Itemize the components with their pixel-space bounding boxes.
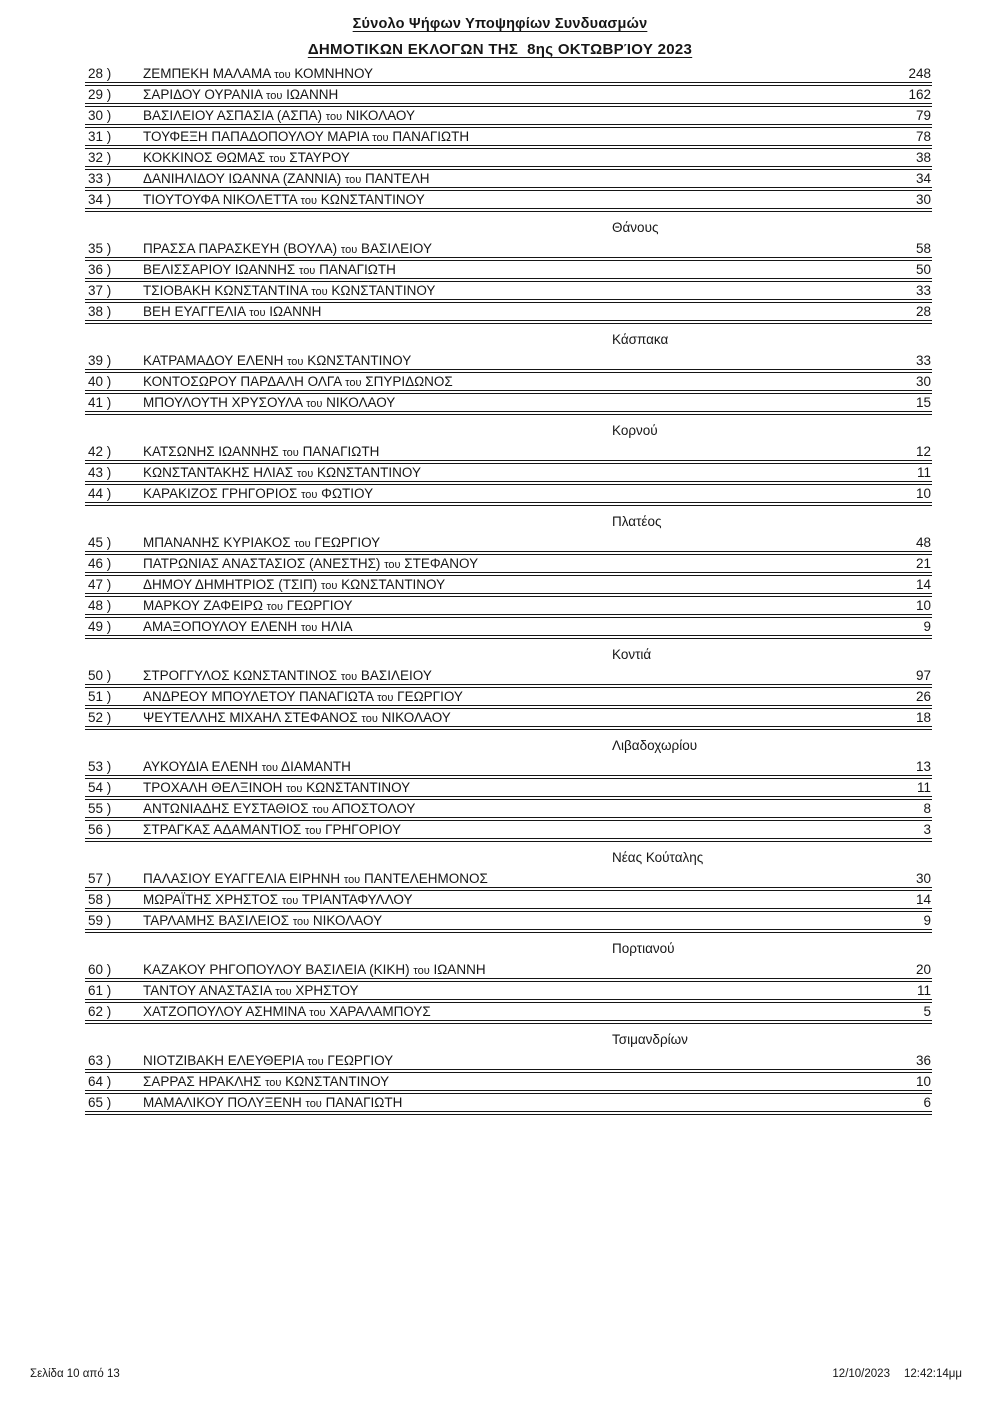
candidate-number: 37 )	[88, 283, 112, 298]
candidates-vote-table	[85, 65, 932, 1115]
candidate-row	[85, 891, 932, 912]
candidate-name: ΠΡΑΣΣΑ ΠΑΡΑΣΚΕΥΗ (ΒΟΥΛΑ) του ΒΑΣΙΛΕΙΟΥ	[143, 241, 432, 256]
candidate-name: ΝΙΟΤΖΙΒΑΚΗ ΕΛΕΥΘΕΡΙΑ του ΓΕΩΡΓΙΟΥ	[143, 1053, 394, 1068]
vote-count: 30	[915, 192, 931, 207]
district-section-header	[85, 1024, 932, 1052]
page-number-label: Σελίδα 10 από 13	[30, 1368, 120, 1380]
candidate-name: ΚΑΤΣΩΝΗΣ ΙΩΑΝΝΗΣ του ΠΑΝΑΓΙΩΤΗ	[143, 444, 380, 459]
candidate-name: ΧΑΤΖΟΠΟΥΛΟΥ ΑΣΗΜΙΝΑ του ΧΑΡΑΛΑΜΠΟΥΣ	[143, 1004, 431, 1019]
candidate-row	[85, 149, 932, 170]
vote-count: 50	[915, 262, 931, 277]
vote-count: 36	[915, 1053, 931, 1068]
candidate-name: ΜΩΡΑΪΤΗΣ ΧΡΗΣΤΟΣ του ΤΡΙΑΝΤΑΦΥΛΛΟΥ	[143, 892, 413, 907]
candidate-number: 47 )	[88, 577, 112, 592]
candidate-row	[85, 912, 932, 933]
district-name: Πορτιανού	[612, 941, 675, 956]
candidate-number: 41 )	[88, 395, 112, 410]
candidate-name: ΒΕΗ ΕΥΑΓΓΕΛΙΑ του ΙΩΑΝΝΗ	[143, 304, 322, 319]
candidate-row	[85, 485, 932, 506]
district-section-header	[85, 415, 932, 443]
district-section-header	[85, 324, 932, 352]
candidate-name: ΒΕΛΙΣΣΑΡΙΟΥ ΙΩΑΝΝΗΣ του ΠΑΝΑΓΙΩΤΗ	[143, 262, 396, 277]
candidate-row	[85, 555, 932, 576]
candidate-name: ΨΕΥΤΕΛΛΗΣ ΜΙΧΑΗΛ ΣΤΕΦΑΝΟΣ του ΝΙΚΟΛΑΟΥ	[143, 710, 451, 725]
candidate-name: ΤΡΟΧΑΛΗ ΘΕΛΞΙΝΟΗ του ΚΩΝΣΤΑΝΤΙΝΟΥ	[143, 780, 411, 795]
district-name: Λιβαδοχωρίου	[612, 738, 698, 753]
vote-count: 11	[916, 465, 931, 480]
district-section-header	[85, 506, 932, 534]
vote-count: 6	[923, 1095, 931, 1110]
district-name: Θάνους	[612, 220, 659, 235]
candidate-number: 51 )	[88, 689, 112, 704]
vote-count: 9	[923, 619, 931, 634]
candidate-row	[85, 282, 932, 303]
candidate-number: 48 )	[88, 598, 112, 613]
candidate-number: 40 )	[88, 374, 112, 389]
candidate-number: 36 )	[88, 262, 112, 277]
candidate-row	[85, 800, 932, 821]
candidate-row	[85, 534, 932, 555]
district-section-header	[85, 730, 932, 758]
candidate-name: ΒΑΣΙΛΕΙΟΥ ΑΣΠΑΣΙΑ (ΑΣΠΑ) του ΝΙΚΟΛΑΟΥ	[143, 108, 415, 123]
candidate-row	[85, 576, 932, 597]
vote-count: 18	[915, 710, 931, 725]
candidate-name: ΔΑΝΙΗΛΙΔΟΥ ΙΩΑΝΝΑ (ΖΑΝΝΙΑ) του ΠΑΝΤΕΛΗ	[143, 171, 430, 186]
candidate-name: ΚΑΤΡΑΜΑΔΟΥ ΕΛΕΝΗ του ΚΩΝΣΤΑΝΤΙΝΟΥ	[143, 353, 412, 368]
candidate-number: 49 )	[88, 619, 112, 634]
candidate-name: ΚΟΝΤΟΣΩΡΟΥ ΠΑΡΔΑΛΗ ΟΛΓΑ του ΣΠΥΡΙΔΩΝΟΣ	[143, 374, 453, 389]
candidate-name: ΤΣΙΟΒΑΚΗ ΚΩΝΣΤΑΝΤΙΝΑ του ΚΩΝΣΤΑΝΤΙΝΟΥ	[143, 283, 436, 298]
candidate-number: 54 )	[88, 780, 112, 795]
vote-count: 26	[915, 689, 931, 704]
candidate-number: 63 )	[88, 1053, 112, 1068]
candidate-name: ΚΑΡΑΚΙΖΟΣ ΓΡΗΓΟΡΙΟΣ του ΦΩΤΙΟΥ	[143, 486, 374, 501]
vote-count: 10	[915, 598, 931, 613]
candidate-number: 30 )	[88, 108, 112, 123]
candidate-row	[85, 86, 932, 107]
candidate-row	[85, 1052, 932, 1073]
candidate-row	[85, 982, 932, 1003]
candidate-row	[85, 373, 932, 394]
candidate-number: 62 )	[88, 1004, 112, 1019]
vote-count: 248	[908, 66, 931, 81]
candidate-name: ΣΑΡΙΔΟΥ ΟΥΡΑΝΙΑ του ΙΩΑΝΝΗ	[143, 87, 339, 102]
candidate-name: ΑΝΔΡΕΟΥ ΜΠΟΥΛΕΤΟΥ ΠΑΝΑΓΙΩΤΑ του ΓΕΩΡΓΙΟΥ	[143, 689, 463, 704]
district-name: Κοντιά	[612, 647, 652, 662]
vote-count: 58	[915, 241, 931, 256]
candidate-row	[85, 688, 932, 709]
vote-count: 13	[915, 759, 931, 774]
candidate-row	[85, 191, 932, 212]
candidate-name: ΣΤΡΑΓΚΑΣ ΑΔΑΜΑΝΤΙΟΣ του ΓΡΗΓΟΡΙΟΥ	[143, 822, 402, 837]
candidate-name: ΜΑΜΑΛΙΚΟΥ ΠΟΛΥΞΕΝΗ του ΠΑΝΑΓΙΩΤΗ	[143, 1095, 403, 1110]
vote-count: 12	[915, 444, 931, 459]
district-section-header	[85, 933, 932, 961]
candidate-name: ΑΝΤΩΝΙΑΔΗΣ ΕΥΣΤΑΘΙΟΣ του ΑΠΟΣΤΟΛΟΥ	[143, 801, 416, 816]
vote-count: 11	[916, 780, 931, 795]
candidate-row	[85, 128, 932, 149]
candidate-number: 52 )	[88, 710, 112, 725]
candidate-name: ΜΠΟΥΛΟΥΤΗ ΧΡΥΣΟΥΛΑ του ΝΙΚΟΛΑΟΥ	[143, 395, 396, 410]
candidate-number: 46 )	[88, 556, 112, 571]
candidate-number: 45 )	[88, 535, 112, 550]
candidate-row	[85, 758, 932, 779]
candidate-number: 65 )	[88, 1095, 112, 1110]
candidate-row	[85, 870, 932, 891]
candidate-number: 34 )	[88, 192, 112, 207]
candidate-number: 39 )	[88, 353, 112, 368]
vote-count: 30	[915, 374, 931, 389]
candidate-number: 53 )	[88, 759, 112, 774]
candidate-number: 31 )	[88, 129, 112, 144]
candidate-row	[85, 779, 932, 800]
candidate-name: ΤΑΝΤΟΥ ΑΝΑΣΤΑΣΙΑ του ΧΡΗΣΤΟΥ	[143, 983, 359, 998]
district-section-header	[85, 639, 932, 667]
candidate-number: 50 )	[88, 668, 112, 683]
candidate-row	[85, 443, 932, 464]
candidate-name: ΔΗΜΟΥ ΔΗΜΗΤΡΙΟΣ (ΤΣΙΠ) του ΚΩΝΣΤΑΝΤΙΝΟΥ	[143, 577, 446, 592]
candidate-row	[85, 352, 932, 373]
vote-count: 10	[915, 1074, 931, 1089]
report-header	[0, 0, 1000, 58]
print-time: 12:42:14μμ	[903, 1368, 962, 1380]
vote-count: 21	[915, 556, 931, 571]
candidate-row	[85, 1094, 932, 1115]
candidate-number: 28 )	[88, 66, 112, 81]
candidate-number: 64 )	[88, 1074, 112, 1089]
vote-count: 38	[915, 150, 931, 165]
vote-count: 10	[915, 486, 931, 501]
vote-count: 34	[915, 171, 931, 186]
candidate-name: ΜΠΑΝΑΝΗΣ ΚΥΡΙΑΚΟΣ του ΓΕΩΡΓΙΟΥ	[143, 535, 381, 550]
candidate-number: 35 )	[88, 241, 112, 256]
candidate-row	[85, 618, 932, 639]
vote-count: 78	[915, 129, 931, 144]
district-name: Τσιμανδρίων	[612, 1032, 688, 1047]
district-name: Κάσπακα	[612, 332, 669, 347]
candidate-name: ΠΑΤΡΩΝΙΑΣ ΑΝΑΣΤΑΣΙΟΣ (ΑΝΕΣΤΗΣ) του ΣΤΕΦΑΝΟΥ	[143, 556, 479, 571]
district-name: Νέας Κούταλης	[612, 850, 704, 865]
vote-count: 14	[915, 892, 931, 907]
candidate-number: 38 )	[88, 304, 112, 319]
page-footer	[30, 1368, 962, 1380]
candidate-row	[85, 107, 932, 128]
district-name: Κορνού	[612, 423, 658, 438]
candidate-name: ΤΑΡΛΑΜΗΣ ΒΑΣΙΛΕΙΟΣ του ΝΙΚΟΛΑΟΥ	[143, 913, 383, 928]
vote-count: 14	[915, 577, 931, 592]
candidate-row	[85, 667, 932, 688]
district-name: Πλατέος	[612, 514, 662, 529]
candidate-name: ΠΑΛΑΣΙΟΥ ΕΥΑΓΓΕΛΙΑ ΕΙΡΗΝΗ του ΠΑΝΤΕΛΕΗΜΟΝΟΣ	[143, 871, 488, 886]
candidate-number: 59 )	[88, 913, 112, 928]
candidate-name: ΖΕΜΠΕΚΗ ΜΑΛΑΜΑ του ΚΟΜΝΗΝΟΥ	[143, 66, 374, 81]
candidate-number: 29 )	[88, 87, 112, 102]
candidate-row	[85, 597, 932, 618]
district-section-header	[85, 842, 932, 870]
candidate-name: ΤΙΟΥΤΟΥΦΑ ΝΙΚΟΛΕΤΤΑ του ΚΩΝΣΤΑΝΤΙΝΟΥ	[143, 192, 425, 207]
candidate-row	[85, 261, 932, 282]
vote-count: 33	[915, 353, 931, 368]
candidate-row	[85, 65, 932, 86]
candidate-number: 58 )	[88, 892, 112, 907]
report-subtitle: ΔΗΜΟΤΙΚΩΝ ΕΚΛΟΓΩΝ ΤΗΣ 8ης ΟΚΤΩΒΡΊΟΥ 2023	[307, 41, 693, 58]
vote-count: 30	[915, 871, 931, 886]
candidate-number: 32 )	[88, 150, 112, 165]
candidate-name: ΣΤΡΟΓΓΥΛΟΣ ΚΩΝΣΤΑΝΤΙΝΟΣ του ΒΑΣΙΛΕΙΟΥ	[143, 668, 432, 683]
candidate-row	[85, 303, 932, 324]
candidate-name: ΑΜΑΞΟΠΟΥΛΟΥ ΕΛΕΝΗ του ΗΛΙΑ	[143, 619, 353, 634]
candidate-name: ΚΩΝΣΤΑΝΤΑΚΗΣ ΗΛΙΑΣ του ΚΩΝΣΤΑΝΤΙΝΟΥ	[143, 465, 421, 480]
vote-count: 33	[915, 283, 931, 298]
vote-count: 11	[916, 983, 931, 998]
candidate-row	[85, 1073, 932, 1094]
candidate-number: 55 )	[88, 801, 112, 816]
district-section-header	[85, 212, 932, 240]
candidate-number: 43 )	[88, 465, 112, 480]
candidate-name: ΣΑΡΡΑΣ ΗΡΑΚΛΗΣ του ΚΩΝΣΤΑΝΤΙΝΟΥ	[143, 1074, 390, 1089]
candidate-row	[85, 961, 932, 982]
vote-count: 20	[915, 962, 931, 977]
candidate-number: 60 )	[88, 962, 112, 977]
candidate-row	[85, 821, 932, 842]
candidate-name: ΚΑΖΑΚΟΥ ΡΗΓΟΠΟΥΛΟΥ ΒΑΣΙΛΕΙΑ (ΚΙΚΗ) του ΙΩΑΝΝΗ	[143, 962, 486, 977]
vote-count: 8	[923, 801, 931, 816]
candidate-row	[85, 240, 932, 261]
candidate-row	[85, 394, 932, 415]
candidate-number: 33 )	[88, 171, 112, 186]
vote-count: 3	[923, 822, 931, 837]
candidate-row	[85, 464, 932, 485]
report-title: Σύνολο Ψήφων Υποψηφίων Συνδυασμών	[352, 16, 648, 32]
candidate-name: ΜΑΡΚΟΥ ΖΑΦΕΙΡΩ του ΓΕΩΡΓΙΟΥ	[143, 598, 353, 613]
candidate-number: 57 )	[88, 871, 112, 886]
vote-count: 15	[915, 395, 931, 410]
candidate-row	[85, 709, 932, 730]
print-date: 12/10/2023	[832, 1368, 890, 1380]
candidate-number: 42 )	[88, 444, 112, 459]
vote-count: 162	[908, 87, 931, 102]
candidate-number: 56 )	[88, 822, 112, 837]
candidate-name: ΤΟΥΦΕΞΗ ΠΑΠΑΔΟΠΟΥΛΟΥ ΜΑΡΙΑ του ΠΑΝΑΓΙΩΤΗ	[143, 129, 470, 144]
vote-count: 48	[915, 535, 931, 550]
vote-count: 9	[923, 913, 931, 928]
candidate-name: ΚΟΚΚΙΝΟΣ ΘΩΜΑΣ του ΣΤΑΥΡΟΥ	[143, 150, 350, 165]
print-datetime	[832, 1368, 962, 1380]
candidate-row	[85, 1003, 932, 1024]
vote-count: 79	[915, 108, 931, 123]
candidate-number: 61 )	[88, 983, 112, 998]
candidate-number: 44 )	[88, 486, 112, 501]
candidate-row	[85, 170, 932, 191]
vote-count: 28	[915, 304, 931, 319]
candidate-name: ΑΥΚΟΥΔΙΑ ΕΛΕΝΗ του ΔΙΑΜΑΝΤΗ	[143, 759, 351, 774]
vote-count: 97	[915, 668, 931, 683]
vote-count: 5	[923, 1004, 931, 1019]
